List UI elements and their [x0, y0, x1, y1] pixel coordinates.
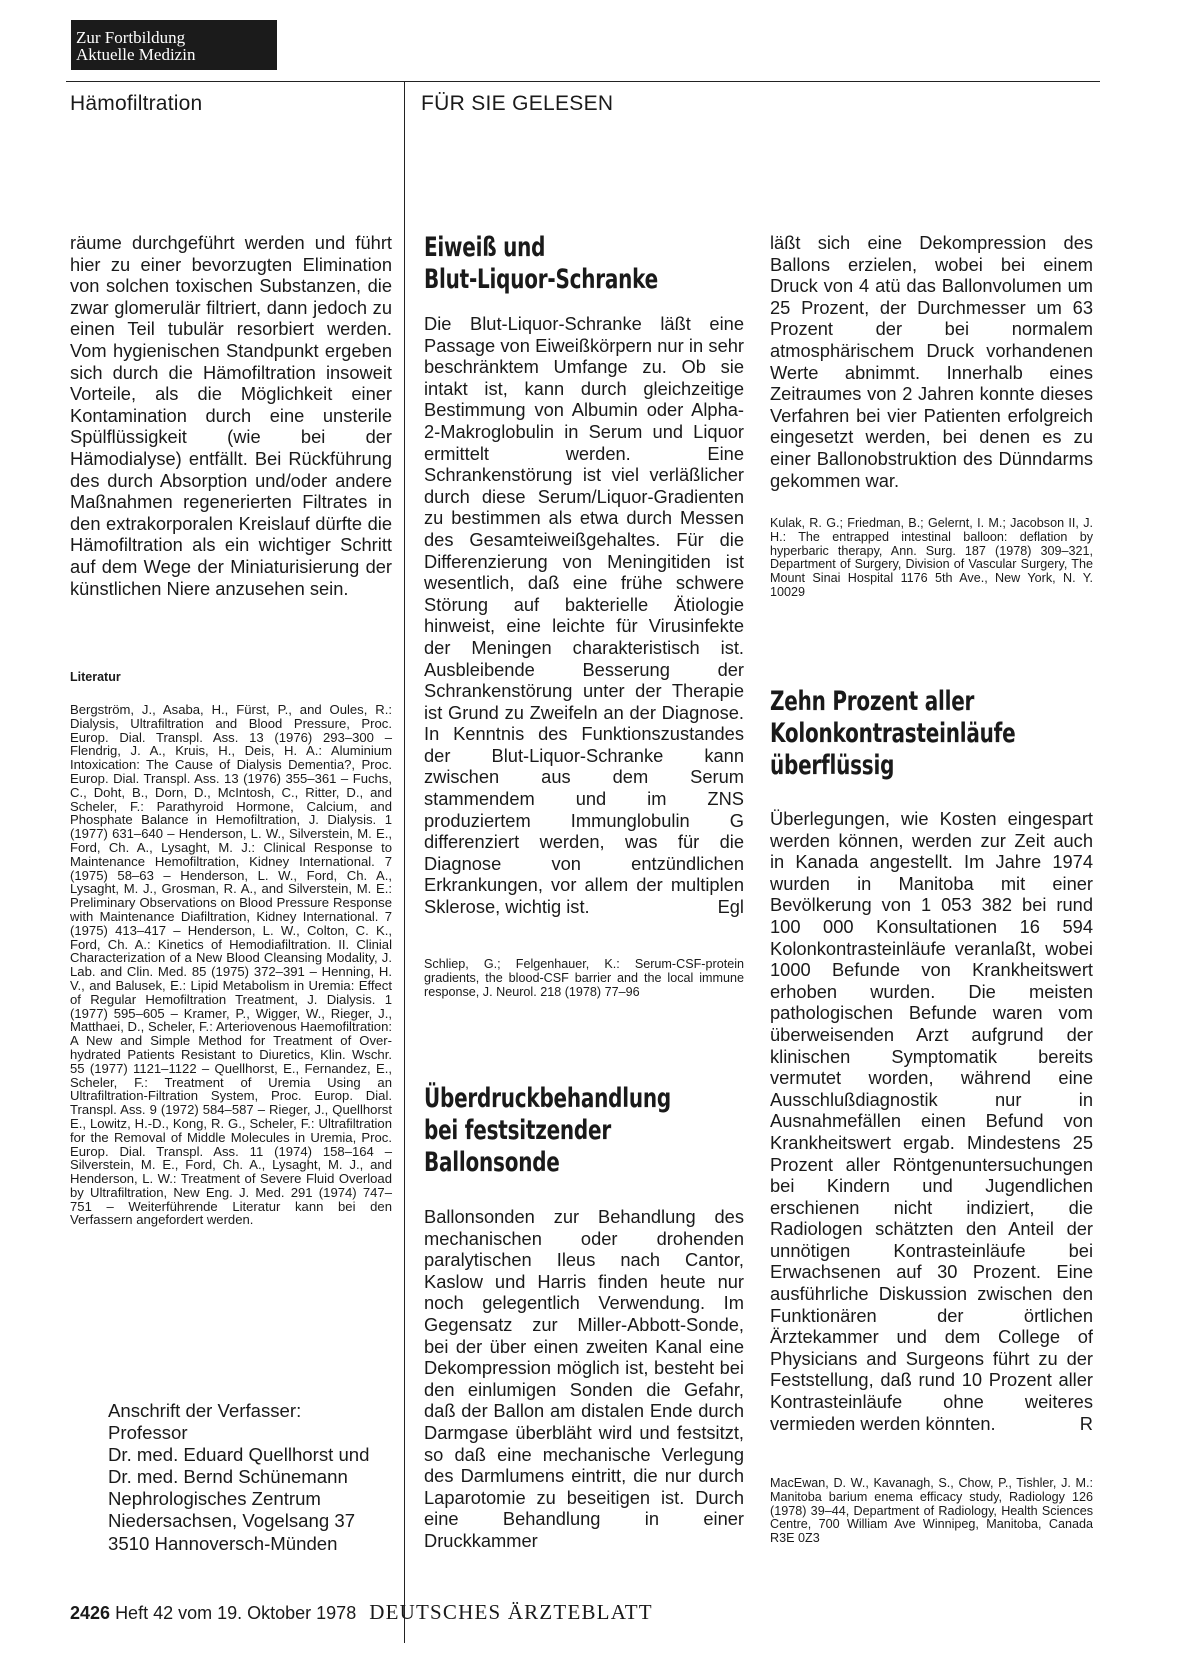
author-signature: R	[1079, 1412, 1093, 1434]
article-kolon-reference: MacEwan, D. W., Kavanagh, S., Chow, P., Tishler, J. M.: Manitoba barium enema efficacy study, Radiology 126 (1978) 39–44, Department of Radiology, Health Sciences Centre, 700 William Ave Winnipeg, Manitoba, Canada R3E 0Z3	[770, 1476, 1093, 1546]
article-body-text: Überlegungen, wie Kosten eingespart werden können, werden zur Zeit auch in Kanada angestellt. Im Jahre 1974 wurden in Manitoba mit einer Bevölkerung von 1 053 382 bei rund 100 000 Konsultationen 16 594 Kolonkontrasteinläufe veranlaßt, wobei 1000 Befunde von Krankheitswert erhoben wurden. Die meisten pathologischen Befunde waren vom überweisenden Arzt aufgrund der klinischen Symptomatik bereits vermutet worden, während eine Ausschlußdiagnostik nur in Ausnahmefällen einen Befund von Krankheitswert ergab. Mindestens 25 Prozent aller Röntgenuntersuchungen bei Kindern und Jugendlichen erschienen nicht indiziert, die Radiologen schätzten den Anteil der unnötigen Kontrasteinläufe bei Erwachsenen auf 30 Prozent. Eine ausführliche Diskussion zwischen den Funktionären der örtlichen Ärztekammer und dem College of Physicians and Surgeons führt zu der Feststellung, daß rund 10 Prozent aller Kontrasteinläufe ohne weiteres vermieden werden könnten.	[770, 808, 1093, 1434]
article-kolon-heading	[770, 686, 1093, 782]
rubric-line-2: Aktuelle Medizin	[76, 45, 196, 64]
heading-line: Kolonkontrasteinläufe	[770, 718, 1016, 749]
section-title-right: FÜR SIE GELESEN	[421, 92, 614, 115]
heading-line: Zehn Prozent aller	[770, 686, 975, 717]
heading-line: Blut-Liquor-Schranke	[424, 264, 659, 295]
author-signature: Egl	[717, 896, 744, 918]
magazine-name: DEUTSCHES ÄRZTEBLATT	[369, 1600, 653, 1624]
author-address	[108, 1400, 369, 1555]
address-line: Anschrift der Verfasser:	[108, 1400, 302, 1421]
address-line: Dr. med. Bernd Schünemann	[108, 1466, 348, 1488]
heading-line: Ballonsonde	[424, 1147, 560, 1178]
article-kolon-body	[770, 808, 1093, 1434]
section-title-left: Hämofiltration	[70, 92, 203, 115]
article-ballon-continuation: läßt sich eine Dekompression des Ballons erzielen, wobei bei einem Druck von 4 atü das Ballonvolumen um 25 Prozent, der Durchmesser um 63 Prozent der bei normalem atmosphärischem Druck vorhandenen Werte abnimmt. Innerhalb eines Zeitraumes von 2 Jahren konnte dieses Verfahren bei vier Patienten erfolgreich eingesetzt werden, bei denen es zu einer Ballonobstruktion des Dünndarms gekommen war.	[770, 232, 1093, 491]
rubric-badge	[71, 20, 277, 70]
article-eiweiss-reference: Schliep, G.; Felgenhauer, K.: Serum-CSF-protein gradients, the blood-CSF barrier and the local immune response, J. Neurol. 218 (1978) 77–96	[424, 957, 744, 999]
address-line: Dr. med. Eduard Quellhorst und	[108, 1444, 370, 1466]
header-rule	[66, 81, 1100, 82]
heading-line: Überdruckbehandlung	[424, 1083, 671, 1114]
heading-line: bei festsitzender	[424, 1115, 611, 1146]
article-eiweiss-body	[424, 313, 744, 918]
page-number: 2426	[70, 1603, 111, 1623]
issue-info: Heft 42 vom 19. Oktober 1978	[115, 1603, 357, 1623]
article-ballon-heading	[424, 1083, 744, 1179]
heading-line: überflüssig	[770, 750, 895, 781]
rubric-line-1: Zur Fortbildung	[76, 28, 186, 47]
page-footer	[70, 1600, 653, 1625]
address-line: Professor	[108, 1422, 188, 1444]
article-ballon-reference: Kulak, R. G.; Friedman, B.; Gelernt, I. M.; Jacobson II, J. H.: The entrapped intestinal balloon: deflation by hyperbaric therapy, Ann. Surg. 187 (1978) 309–321, Department of Surgery, Division of Vascular Surgery, The Mount Sinai Hospital 1176 5th Ave., New York, N. Y. 10029	[770, 516, 1093, 599]
address-line: Nephrologisches Zentrum	[108, 1488, 321, 1510]
hemofiltration-body: räume durchgeführt werden und führt hier zu einer bevorzugten Elimination von solchen toxischen Substanzen, die zwar glomerulär filtriert, dann jedoch zu einen Teil tubulär resorbiert werden. Vom hygienischen Standpunkt ergeben sich durch die Hämofiltration insoweit Vorteile, als die Möglichkeit einer Kontamination durch eine unsterile Spülflüssigkeit (wie bei der Hämodialyse) entfällt. Bei Rückführung des durch Absorption und/oder andere Maßnahmen regenerierten Filtrates in den extrakorporalen Kreislauf dürfte die Hämofiltration als ein wichtiger Schritt auf dem Wege der Miniaturisierung der künstlichen Niere anzusehen sein.	[70, 232, 392, 599]
article-eiweiss-heading	[424, 232, 744, 296]
article-ballon-body: Ballonsonden zur Behandlung des mechanischen oder drohenden paralytischen Ileus nach Cantor, Kaslow und Harris finden heute nur noch gelegentlich Verwendung. Im Gegensatz zur Miller-Abbott-Sonde, bei der über einen zweiten Kanal eine Dekompression möglich ist, besteht bei den einlumigen Sonden die Gefahr, daß der Ballon am distalen Ende durch Darmgase überbläht wird und festsitzt, so daß eine mechanische Verlegung des Darmlumens eintritt, die nur durch Laparotomie zu beseitigen ist. Durch eine Behandlung in einer Druckkammer	[424, 1206, 744, 1551]
address-line: Niedersachsen, Vogelsang 37	[108, 1510, 356, 1532]
article-body-text: Die Blut-Liquor-Schranke läßt eine Passage von Eiweißkörpern nur in sehr beschränktem Umfange zu. Ob sie intakt ist, kann durch gleichzeitige Bestimmung von Albumin oder Alpha-2-Makroglobulin in Serum und Liquor ermittelt werden. Eine Schrankenstörung ist viel verläßlicher durch diese Serum/Liquor-Gradienten zu bestimmen als etwa durch Messen des Gesamteiweißgehaltes. Für die Differenzierung von Meningitiden ist wesentlich, daß eine frühe schwere Störung auf bakterielle Ätiologie hinweist, eine leichte für Virusinfekte der Meningen charakteristisch ist. Ausbleibende Besserung der Schrankenstörung unter der Therapie ist Grund zu Zweifeln an der Diagnose. In Kenntnis des Funktionszustandes der Blut-Liquor-Schranke kann zwischen aus dem Serum stammendem und im ZNS produziertem Immunglobulin G differenziert werden, was für die Diagnose von entzündlichen Erkrankungen, vor allem der multiplen Sklerose, wichtig ist.	[424, 313, 744, 918]
heading-line: Eiweiß und	[424, 232, 546, 263]
address-line: 3510 Hannoversch-Münden	[108, 1532, 338, 1554]
column-divider	[404, 81, 405, 1643]
literatur-list: Bergström, J., Asaba, H., Fürst, P., and Oules, R.: Dialysis, Ultrafiltration and Blood Pressure, Proc. Europ. Dial. Transpl. Ass. 13 (1976) 293–300 – Flendrig, J. A., Kruis, H., Deis, H. A.: Aluminium Intoxication: The Cause of Dialysis Dementia?, Proc. Europ. Dial. Transpl. Ass. 13 (1976) 355–361 – Fuchs, C., Doht, B., Dorn, D., McIntosh, C., Ritter, D., and Scheler, F.: Parathyroid Hormone, Calcium, and Phosphate Balance in Hemofiltration, J. Dialysis. 1 (1977) 631–640 – Henderson, L. W., Silverstein, M. E., Ford, Ch. A., Lysaght, M. J.: Clinical Response to Maintenance Hemofiltration, Kidney International. 7 (1975) 58–63 – Henderson, L. W., Ford, Ch. A., Lysaght, M. J., Grosman, R. A., and Silverstein, M. E.: Preliminary Observations on Blood Pressure Response with Maintenance Diafiltration, Kidney International. 7 (1975) 413–417 – Henderson, L. W., Colton, C. K., Ford, Ch. A.: Kinetics of Hemodiafiltration. II. Clinial Characterization of a New Blood Cleansing Modality, J. Lab. and Clin. Med. 85 (1975) 372–391 – Henning, H. V., and Balusek, E.: Lipid Metabolism in Uremia: Effect of Regular Hemofiltration Treatment, J. Dialysis. 1 (1977) 595–605 – Kramer, P., Wigger, W., Rieger, J., Matthaei, D., Scheler, F.: Arteriovenous Haemofiltration: A New and Simple Method for Treatment of Over-hydrated Patients Resistant to Diuretics, Klin. Wschr. 55 (1977) 1121–1122 – Quellhorst, E., Fernandez, E., Scheler, F.: Treatment of Uremia Using an Ultrafiltration-Filtration System, Proc. Europ. Dial. Transpl. Ass. 9 (1972) 584–587 – Rieger, J., Quellhorst E., Lowitz, H.-D., Kong, R. G., Scheler, F.: Ultrafiltration for the Removal of Middle Molecules in Uremia, Proc. Europ. Dial. Transpl. Ass. 11 (1974) 158–164 – Silverstein, M. E., Ford, Ch. A., Lysaght, M. J., and Henderson, L. W.: Treatment of Severe Fluid Overload by Ultrafiltration, New Eng. J. Med. 291 (1974) 747–751 – Weiterführende Literatur kann bei den Verfassern angefordert werden.	[70, 702, 392, 1228]
literatur-heading: Literatur	[70, 670, 121, 684]
